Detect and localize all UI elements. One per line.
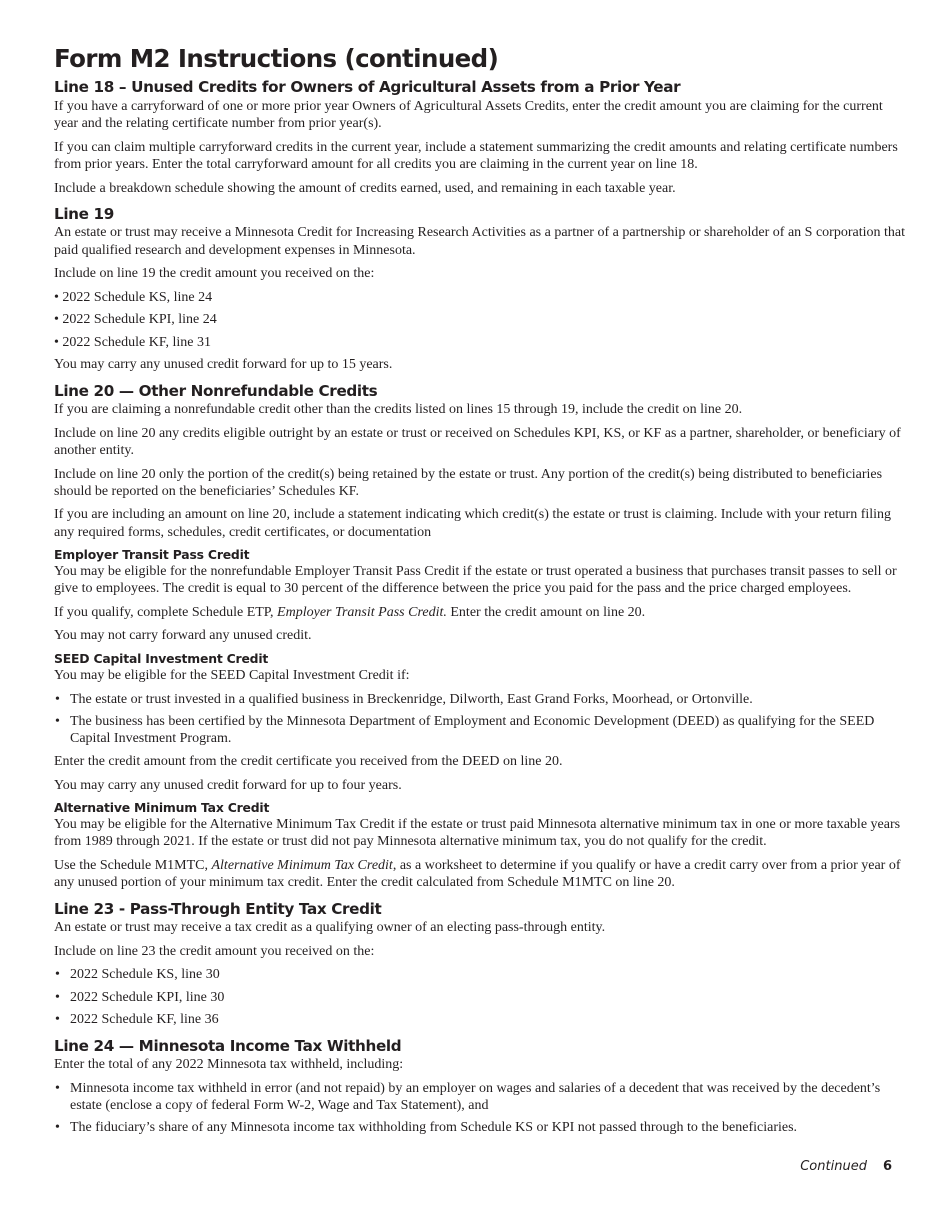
- subsection-heading: Alternative Minimum Tax Credit: [54, 800, 270, 815]
- paragraph: You may be eligible for the Alternative Minimum Tax Credit if the estate or trust paid Minnesota alternative minimum tax in one or more taxable years from 1989 through 2021. If the estate or trust did not pay Minnesota alternative minimum tax, you do not qualify for the credit.: [54, 817, 901, 850]
- list-item: • The business has been certified by the Minnesota Department of Employment and Economic Development (DEED) as qualifying for the SEED Capital Investment Program.: [54, 713, 906, 748]
- section-seed-capital-investment-credit: [54, 651, 906, 794]
- paragraph: If you have a carryforward of one or more prior year Owners of Agricultural Assets Credits, enter the credit amount you are claiming for the current year and the relating certificate number from prior year(s).: [54, 98, 883, 132]
- paragraph: You may be eligible for the nonrefundable Employer Transit Pass Credit if the estate or trust operated a business that purchases transit passes to sell or give to employees. The credit is equal to 30 percent of the difference between the price you paid for the pass and the price charged employees.: [54, 564, 897, 597]
- list-item: • 2022 Schedule KF, line 31: [54, 334, 906, 351]
- section-line-24: [54, 1037, 906, 1137]
- paragraph: Include on line 20 any credits eligible outright by an estate or trust or received on Schedules KPI, KS, or KF as a partner, shareholder, or beneficiary of another entity.: [54, 425, 901, 459]
- continued-label: Continued: [800, 1159, 867, 1174]
- form-title: Alternative Minimum Tax Credit: [211, 857, 393, 873]
- section-line-23: [54, 900, 906, 1029]
- text-run: , as a worksheet to determine if you qualify or have a credit carry over from a prior year of any unused portion of your minimum tax credit. Enter the credit calculated from Schedule M1MTC on line 20.: [54, 857, 901, 891]
- list-item: • 2022 Schedule KPI, line 24: [54, 311, 906, 328]
- paragraph: Include a breakdown schedule showing the amount of credits earned, used, and remaining in each taxable year.: [54, 180, 676, 196]
- paragraph: You may carry any unused credit forward for up to four years.: [54, 777, 402, 793]
- text-run: If you qualify, complete Schedule ETP,: [54, 604, 278, 620]
- schedule-list: [54, 966, 906, 1028]
- page-title: Form M2 Instructions (continued): [54, 44, 499, 73]
- paragraph: Include on line 20 only the portion of the credit(s) being retained by the estate or trust. Any portion of the credit(s) being distributed to beneficiaries should be reported on the beneficiaries’ Schedules KF.: [54, 466, 883, 499]
- paragraph: If you are including an amount on line 20, include a statement indicating which credit(s) the estate or trust is claiming. Include with your return filing any required forms, schedules, credit certificates, or documentation: [54, 507, 892, 540]
- paragraph: [54, 604, 906, 621]
- paragraph: If you can claim multiple carryforward credits in the current year, include a statement summarizing the credit amounts and relating certificate numbers from prior years. Enter the total carryforward amount for all credits you are claiming in the current year on line 18.: [54, 139, 898, 173]
- list-item: • 2022 Schedule KS, line 24: [54, 289, 906, 306]
- eligibility-list: [54, 691, 906, 748]
- section-heading: Line 20 — Other Nonrefundable Credits: [54, 381, 378, 400]
- list-item: • 2022 Schedule KPI, line 30: [54, 989, 906, 1006]
- paragraph: Include on line 23 the credit amount you received on the:: [54, 943, 375, 959]
- list-item: • 2022 Schedule KS, line 30: [54, 966, 906, 983]
- paragraph: You may be eligible for the SEED Capital Investment Credit if:: [54, 668, 410, 684]
- section-employer-transit-pass-credit: [54, 547, 906, 645]
- section-line-19: [54, 205, 906, 374]
- list-item: • 2022 Schedule KF, line 36: [54, 1011, 906, 1028]
- list-item: • The estate or trust invested in a qualified business in Breckenridge, Dilworth, East Grand Forks, Moorhead, or Ortonville.: [54, 691, 906, 708]
- text-run: Enter the credit amount on line 20.: [446, 604, 646, 620]
- section-alternative-minimum-tax-credit: [54, 800, 906, 892]
- section-line-20: [54, 382, 906, 541]
- paragraph: Enter the total of any 2022 Minnesota tax withheld, including:: [54, 1057, 404, 1073]
- subsection-heading: SEED Capital Investment Credit: [54, 650, 269, 666]
- document-page: [54, 44, 906, 1142]
- paragraph: Enter the credit amount from the credit certificate you received from the DEED on line 20.: [54, 754, 563, 770]
- page-footer: [800, 1159, 892, 1174]
- form-title: Employer Transit Pass Credit.: [277, 604, 447, 620]
- section-heading: Line 18 – Unused Credits for Owners of Agricultural Assets from a Prior Year: [54, 78, 681, 97]
- paragraph: You may not carry forward any unused credit.: [54, 628, 312, 644]
- paragraph: If you are claiming a nonrefundable credit other than the credits listed on lines 15 through 19, include the credit on line 20.: [54, 402, 743, 418]
- paragraph: An estate or trust may receive a tax credit as a qualifying owner of an electing pass-through entity.: [54, 920, 606, 936]
- paragraph: You may carry any unused credit forward for up to 15 years.: [54, 357, 393, 373]
- paragraph: An estate or trust may receive a Minnesota Credit for Increasing Research Activities as a partner of a partnership or shareholder of an S corporation that paid qualified research and development expenses in Minnesota.: [54, 225, 905, 258]
- list-item: • Minnesota income tax withheld in error (and not repaid) by an employer on wages and salaries of a decedent that was received by the decedent’s estate (enclose a copy of federal Form W-2, Wage and Tax Statement), and: [54, 1080, 906, 1115]
- section-line-18: [54, 78, 906, 196]
- schedule-list: [54, 289, 906, 351]
- page-number: 6: [882, 1159, 892, 1174]
- list-item: • The fiduciary’s share of any Minnesota income tax withholding from Schedule KS or KPI not passed through to the beneficiaries.: [54, 1119, 906, 1136]
- text-run: Use the Schedule M1MTC,: [54, 857, 212, 873]
- withholding-list: [54, 1080, 906, 1137]
- section-heading: Line 24 — Minnesota Income Tax Withheld: [54, 1036, 402, 1055]
- section-heading: Line 19: [54, 204, 114, 223]
- paragraph: [54, 857, 906, 892]
- subsection-heading: Employer Transit Pass Credit: [54, 547, 250, 563]
- paragraph: Include on line 19 the credit amount you received on the:: [54, 266, 375, 282]
- section-heading: Line 23 - Pass-Through Entity Tax Credit: [54, 899, 382, 918]
